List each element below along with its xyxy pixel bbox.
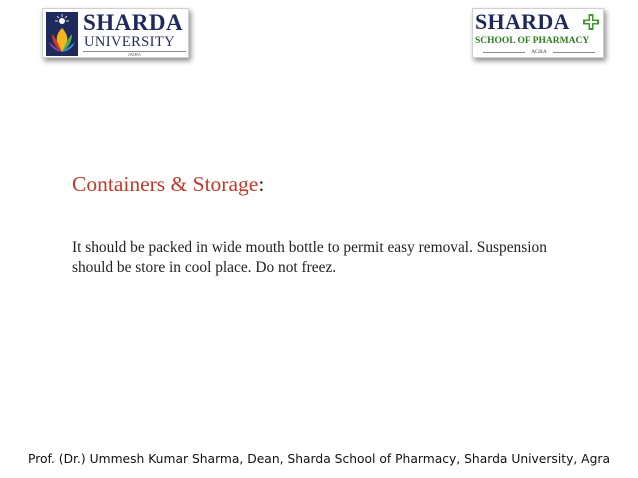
plus-cross-icon (583, 14, 599, 30)
university-location: AGRA (128, 52, 141, 57)
pharmacy-location: AGRA (531, 49, 547, 55)
university-name: SHARDA (83, 10, 184, 35)
slide-heading (72, 171, 264, 197)
pharmacy-divider-left (483, 52, 525, 53)
pharmacy-school-name: SCHOOL OF PHARMACY (475, 36, 590, 46)
slide-body-text: It should be packed in wide mouth bottle to permit easy removal. Suspension should be store in cool place. Do not freez. (72, 239, 547, 276)
slide-footer-credit: Prof. (Dr.) Ummesh Kumar Sharma, Dean, Sharda School of Pharmacy, Sharda University, Agra (28, 452, 610, 466)
pharmacy-brand-name: SHARDA (475, 9, 570, 34)
university-subtitle: UNIVERSITY (84, 34, 175, 50)
slide-heading-text: Containers & Storage (72, 172, 259, 196)
university-emblem-icon (46, 12, 78, 56)
pharmacy-divider-right (553, 52, 595, 53)
sharda-school-of-pharmacy-logo (472, 8, 604, 58)
slide-heading-colon: : (258, 172, 265, 196)
sharda-university-logo (42, 8, 189, 58)
